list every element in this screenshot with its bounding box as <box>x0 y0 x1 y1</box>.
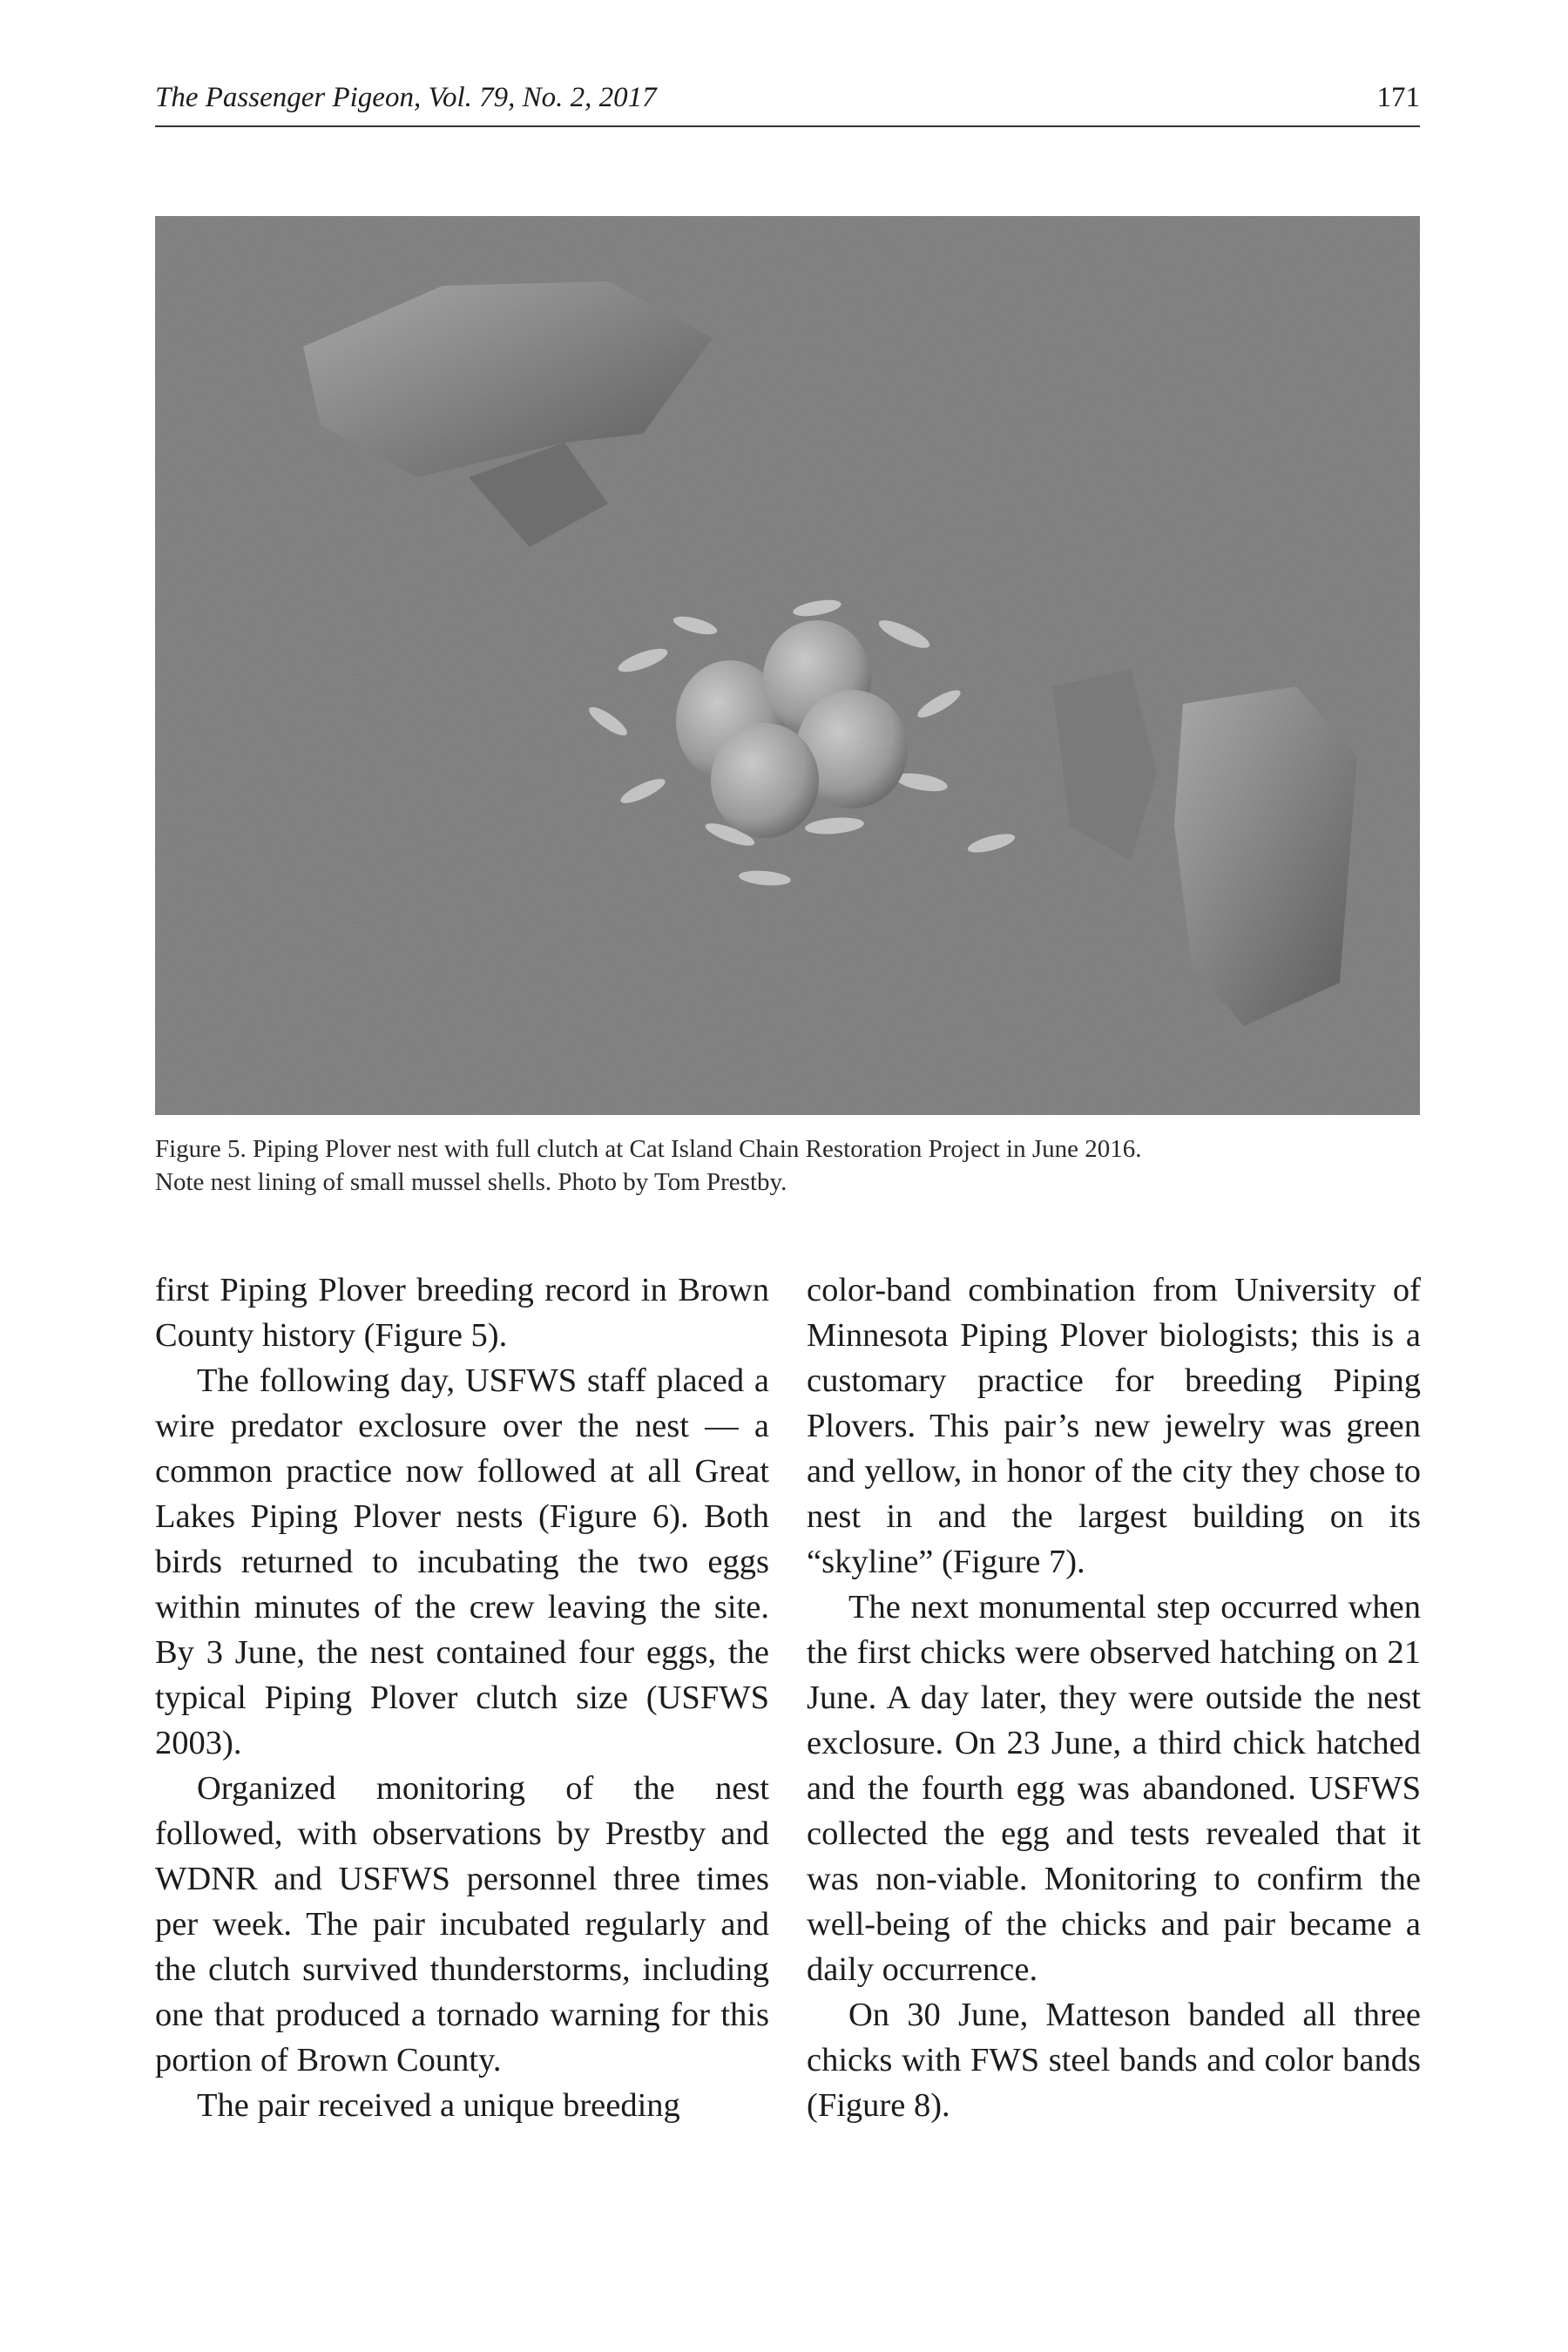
left-paragraph-4: The pair received a unique breeding <box>197 2087 680 2124</box>
left-paragraph-1: first Piping Plover breeding record in Brown County history (Figure 5). <box>155 1272 769 1354</box>
left-paragraph-3: Organized monitoring of the nest followed, with observations by Prestby and WDNR and USFWS personnel three times per week. The pair incubated regularly and the clutch survived thunderstorms, including one that produced a tornado warning for this portion of Brown County. <box>155 1770 769 2078</box>
right-paragraph-1: color-band combination from University of Minnesota Piping Plover biologists; this is a customary practice for breeding Piping Plovers. This pair’s new jewelry was green and yellow, in honor of the city they chose to nest in and the largest building on its “skyline” (Figure 7). <box>807 1272 1421 1580</box>
right-paragraph-3: On 30 June, Matteson banded all three chicks with FWS steel bands and color bands (Figure 8). <box>807 1997 1421 2124</box>
caption-line-2: Note nest lining of small mussel shells. Photo by Tom Prestby. <box>155 1168 787 1196</box>
left-column <box>155 1267 769 2128</box>
page-number: 171 <box>1376 82 1420 113</box>
right-column <box>807 1267 1421 2128</box>
figure-caption <box>155 1132 1420 1199</box>
journal-title: The Passenger Pigeon, Vol. 79, No. 2, 2017 <box>155 82 657 113</box>
right-paragraph-2: The next monumental step occurred when the first chicks were observed hatching on 21 June. A day later, they were outside the nest exclosure. On 23 June, a third chick hatched and the fourth egg was abandoned. USFWS collected the egg and tests revealed that it was non-viable. Monitoring to confirm the well-being of the chicks and pair became a daily occurrence. <box>807 1589 1421 1988</box>
left-paragraph-2: The following day, USFWS staff placed a wire predator exclosure over the nest — a common practice now followed at all Great Lakes Piping Plover nests (Figure 6). Both birds returned to incubating the two eggs within minutes of the crew leaving the site. By 3 June, the nest contained four eggs, the typical Piping Plover clutch size (USFWS 2003). <box>155 1362 769 1761</box>
nest-photo <box>155 216 1420 1115</box>
caption-line-1: Figure 5. Piping Plover nest with full clutch at Cat Island Chain Restoration Project in June 2016. <box>155 1135 1142 1163</box>
running-header <box>155 80 1420 127</box>
